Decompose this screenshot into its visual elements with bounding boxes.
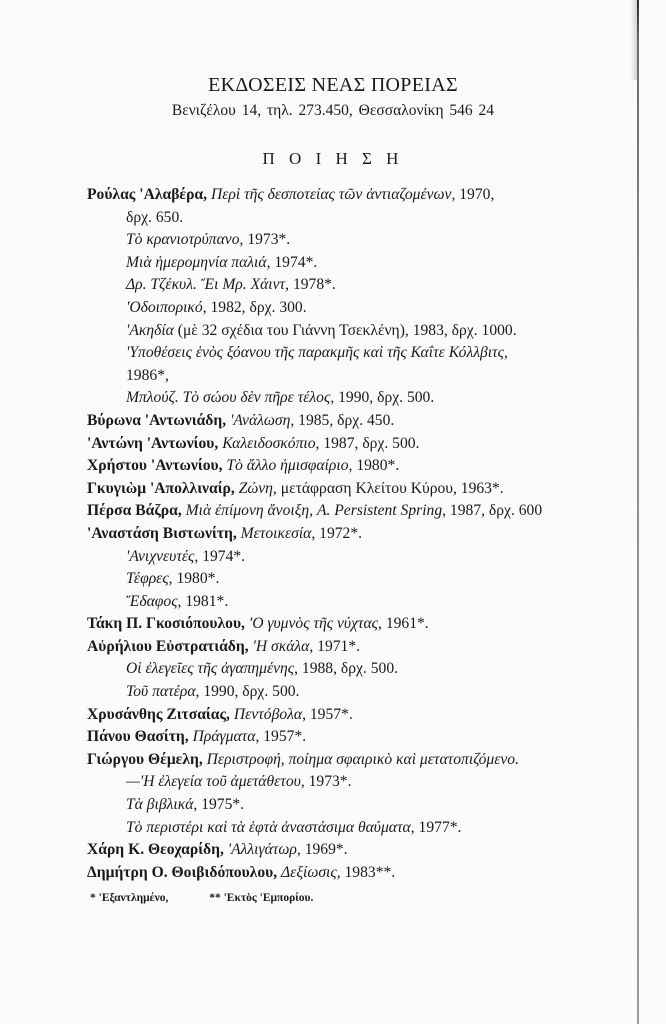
work-details: , 1990, δρχ. 500.	[330, 389, 435, 407]
work-details: , 1971*.	[309, 637, 361, 655]
footnote	[90, 892, 351, 904]
entry-line-author	[87, 478, 577, 501]
author-name: Χάρη Κ. Θεοχαρίδη,	[87, 841, 224, 859]
work-details: , 1987, δρχ. 500.	[315, 434, 420, 452]
entry-line-work	[87, 771, 577, 794]
catalog-entries	[87, 184, 577, 884]
work-details: , 1987, δρχ. 600	[442, 502, 543, 520]
author-name: Πάνου Θασίτη,	[87, 728, 189, 746]
work-details: , 1975*.	[193, 796, 245, 814]
entry-text	[126, 367, 169, 384]
entry-line-author	[87, 613, 577, 636]
work-details: 1986*,	[126, 366, 169, 384]
work-details: , 1990, δρχ. 500.	[195, 683, 300, 701]
author-name: Δημήτρη Ο. Θοιβιδόπουλου,	[87, 863, 278, 881]
entry-text	[126, 660, 398, 677]
work-title: 'Ανάλωση	[230, 411, 291, 429]
work-title: Τὸ κρανιοτρύπανο	[126, 231, 240, 249]
work-details: ,	[503, 344, 508, 362]
work-details: , 1978*.	[285, 276, 336, 294]
author-name: 'Αναστάση Βιστωνίτη,	[87, 524, 237, 542]
entry-text	[87, 480, 504, 497]
entry-line-work	[87, 794, 577, 817]
work-details: , 1973*.	[239, 231, 291, 249]
work-details: , 1982, δρχ. 300.	[202, 298, 307, 316]
entry-line-work	[87, 297, 577, 320]
work-title: —'Η ἐλεγεία τοῦ ἀμετάθετου	[126, 773, 301, 791]
publisher-address: Βενιζέλου 14, τηλ. 273.450, Θεσσαλονίκη 546 24	[171, 102, 495, 119]
entry-line-author	[87, 455, 577, 478]
publisher-title: ΕΚΔΟΣΕΙΣ ΝΕΑΣ ΠΟΡΕΙΑΣ	[208, 74, 458, 96]
footnote-not-for-sale: ** 'Εκτὸς 'Εμπορίου.	[209, 892, 314, 904]
entry-line-author	[87, 704, 577, 727]
entry-text	[87, 525, 362, 542]
work-details: , 1970,	[451, 186, 495, 203]
work-title: Ζώνη	[238, 479, 273, 497]
entry-text	[126, 683, 299, 700]
work-title: 'Οδοιπορικό	[126, 298, 203, 316]
work-details: , 1969*.	[296, 841, 348, 859]
entry-line-work	[87, 320, 577, 343]
entry-text	[87, 457, 399, 474]
entry-text	[126, 796, 244, 813]
work-title: Περιστροφή, ποίημα σφαιρικὸ καὶ μετατοπιζόμενο.	[206, 750, 519, 768]
entry-line-author	[87, 862, 577, 885]
entry-line-author	[87, 636, 577, 659]
work-title: Μιὰ ἐπίμονη ἄνοιξη, A. Persistent Spring	[185, 502, 443, 520]
work-details: , 1980*.	[168, 570, 220, 588]
work-details: , 1981*.	[177, 592, 229, 610]
entry-text	[126, 570, 219, 587]
work-title: Δρ. Τζέκυλ. Ἔι Μρ. Χάιντ	[126, 276, 286, 294]
entry-text	[87, 435, 419, 452]
work-details: , 1973*.	[300, 773, 352, 791]
entry-text	[87, 184, 494, 207]
author-name: Γκυγιὼμ 'Απολλιναίρ,	[87, 479, 235, 497]
entry-text	[126, 819, 461, 836]
work-details: , 1974*.	[266, 253, 318, 271]
author-name: 'Αντώνη 'Αντωνίου,	[87, 434, 219, 452]
work-title: Καλειδοσκόπιο	[222, 434, 316, 452]
work-title: 'Ακηδία	[126, 321, 174, 339]
work-title: 'Υποθέσεις ἑνὸς ξόανου τῆς παρακμῆς καὶ τῆς Καΐτε Κόλλβιτς	[126, 344, 504, 362]
work-title: Τὸ ἄλλο ἡμισφαίριο	[226, 457, 349, 475]
work-details: , 1974*.	[194, 547, 246, 565]
work-details: , 1957*.	[302, 705, 353, 723]
entry-line-author	[87, 726, 577, 749]
entry-text	[87, 864, 395, 881]
entry-text	[126, 593, 228, 610]
footnote-out-of-print: * 'Εξαντλημένο,	[90, 892, 169, 904]
entry-line-work	[87, 681, 577, 704]
author-name: Γιώργου Θέμελη,	[87, 750, 203, 768]
entry-text	[126, 342, 508, 365]
entry-text	[126, 209, 183, 226]
entry-text	[87, 706, 353, 723]
work-details: , 1985, δρχ. 450.	[290, 411, 395, 429]
entry-text	[126, 548, 245, 565]
entry-line-continuation	[87, 207, 577, 230]
work-title: Πεντόβολα	[233, 705, 303, 723]
entry-line-author	[87, 500, 577, 523]
work-details: , 1961*.	[378, 615, 429, 633]
work-details: (μὲ 32 σχέδια του Γιάννη Τσεκλένη), 1983, δρχ. 1000.	[173, 321, 517, 339]
work-title: Τοῦ πατέρα	[126, 683, 196, 701]
entry-line-author	[87, 523, 577, 546]
work-title: Μπλούζ. Τὸ σώου δὲν πῆρε τέλος	[126, 389, 331, 407]
entry-text	[126, 276, 336, 293]
entry-text	[126, 254, 317, 271]
entry-line-work	[87, 591, 577, 614]
work-details: , 1988, δρχ. 500.	[294, 660, 399, 678]
entry-line-work	[87, 546, 577, 569]
author-name: Χρήστου 'Αντωνίου,	[87, 457, 223, 475]
section-title: Π Ο Ι Η Σ Η	[262, 149, 404, 168]
work-details: , 1983**.	[336, 863, 396, 881]
work-title: 'Αλλιγάτωρ	[227, 841, 297, 859]
entry-line-author	[87, 839, 577, 862]
entry-text	[126, 231, 290, 248]
work-title: 'Ανιχνευτές	[126, 547, 195, 565]
work-title: Δεξίωσις	[281, 863, 337, 881]
work-title: Ἔδαφος	[126, 592, 178, 610]
entry-line-work	[87, 342, 577, 365]
entry-text	[87, 615, 429, 632]
entry-line-work	[87, 252, 577, 275]
work-details: δρχ. 650.	[126, 208, 184, 226]
entry-text	[87, 841, 348, 858]
entry-line-work	[87, 387, 577, 410]
work-title: Τὰ βιβλικά	[126, 796, 194, 814]
work-title: Τέφρες	[126, 570, 169, 588]
entry-line-work	[87, 658, 577, 681]
author-name: Αὐρήλιου Εὐστρατιάδη,	[87, 637, 249, 655]
entry-text	[126, 389, 434, 406]
entry-text	[126, 299, 307, 316]
entry-text	[87, 751, 519, 768]
author-name: Χρυσάνθης Ζιτσαίας,	[87, 705, 230, 723]
work-title: Οἱ ἐλεγεῖες τῆς ἀγαπημένης	[126, 660, 295, 678]
entry-text	[87, 412, 394, 429]
entry-line-work	[87, 568, 577, 591]
entry-line-author	[87, 184, 577, 207]
work-title: 'Η σκάλα	[252, 637, 310, 655]
author-name: Ρούλας 'Αλαβέρα,	[87, 186, 208, 203]
entry-text	[87, 502, 542, 519]
work-details: , μετάφραση Κλείτου Κύρου, 1963*.	[272, 479, 504, 497]
entry-line-work	[87, 817, 577, 840]
entry-line-author	[87, 410, 577, 433]
entry-line-author	[87, 433, 577, 456]
entry-line-continuation	[87, 365, 577, 388]
work-details: , 1972*.	[311, 524, 363, 542]
entry-line-work	[87, 274, 577, 297]
author-name: Τάκη Π. Γκοσιόπουλου,	[87, 615, 245, 633]
work-title: Μετοικεσία	[240, 524, 312, 542]
work-details: , 1977*.	[410, 818, 462, 836]
work-details: , 1980*.	[348, 457, 400, 475]
entry-text	[87, 728, 306, 745]
entry-line-author	[87, 749, 577, 772]
entry-text	[126, 773, 352, 790]
work-title: Μιὰ ἡμερομηνία παλιά	[126, 253, 267, 271]
entry-line-work	[87, 229, 577, 252]
work-title: 'Ο γυμνὸς τῆς νύχτας	[248, 615, 379, 633]
work-title: Περὶ τῆς δεσποτείας τῶν ἀντιαζομένων	[210, 186, 452, 203]
work-details: , 1957*.	[255, 728, 307, 746]
author-name: Βύρωνα 'Αντωνιάδη,	[87, 411, 227, 429]
work-title: Πράγματα	[192, 728, 256, 746]
work-title: Τὸ περιστέρι καὶ τὰ ἑφτὰ ἀναστάσιμα θαύματα	[126, 818, 411, 836]
author-name: Πέρσα Βάζρα,	[87, 502, 182, 520]
entry-text	[126, 322, 517, 339]
entry-text	[87, 638, 360, 655]
